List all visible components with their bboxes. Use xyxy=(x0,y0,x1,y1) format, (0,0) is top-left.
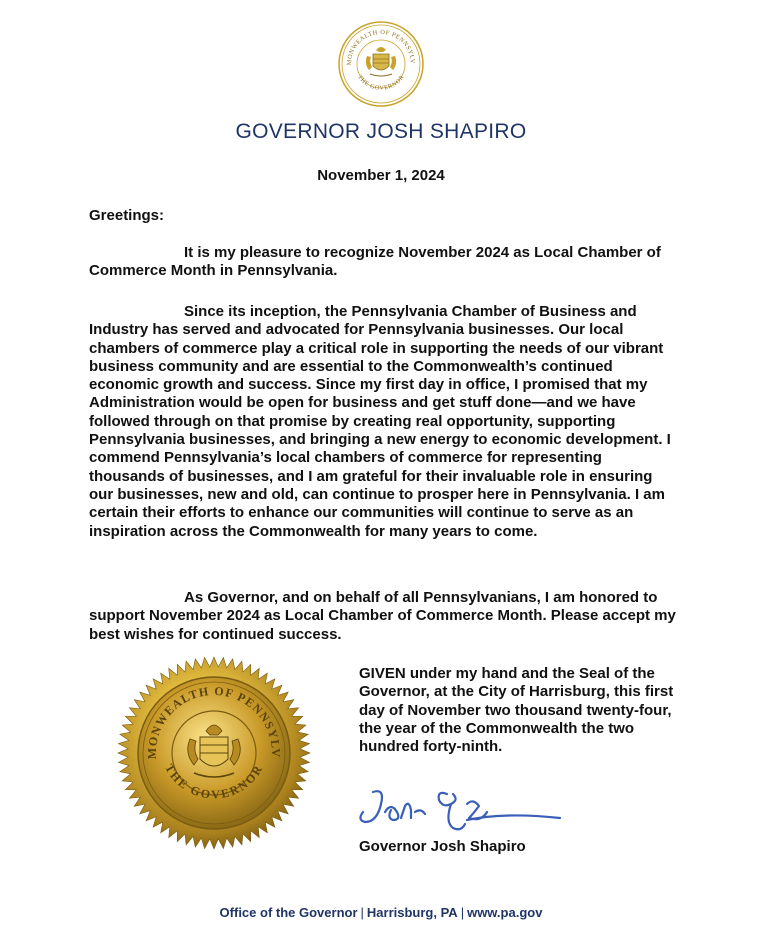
footer-office: Office of the Governor xyxy=(219,905,358,920)
paragraph-3 xyxy=(89,589,679,644)
gold-seal-text-bottom: THE GOVERNOR xyxy=(162,761,266,802)
greeting: Greetings: xyxy=(89,207,165,224)
paragraph-2 xyxy=(89,303,679,541)
footer-location: Harrisburg, PA xyxy=(366,905,458,920)
paragraph-1-text: It is my pleasure to recognize November 2024 as Local Chamber of Commerce Month in Pennsylvania. xyxy=(89,244,661,280)
governor-signature xyxy=(355,782,570,844)
footer xyxy=(0,905,762,920)
gold-seal-sticker xyxy=(116,655,312,851)
signature-name: Governor Josh Shapiro xyxy=(359,838,526,855)
gold-seal-text-top: MONWEALTH OF PENNSYLV xyxy=(144,683,284,760)
seal-ring-text-top: MONWEALTH OF PENNSYLV xyxy=(345,28,417,66)
paragraph-1 xyxy=(89,244,679,281)
paragraph-3-text: As Governor, and on behalf of all Pennsylvanians, I am honored to support November 2024 as Local Chamber of Commerce Month. Please accept my best wishes for continued success. xyxy=(89,589,676,643)
governor-title: GOVERNOR JOSH SHAPIRO xyxy=(235,120,527,143)
seal-ring-text-bottom: THE GOVERNOR xyxy=(356,73,406,92)
paragraph-2-text: Since its inception, the Pennsylvania Chamber of Business and Industry has served and advocated for Pennsylvania businesses. Our local chambers of commerce play a critical role in supporting the needs of our vibrant business community and are essential to the Commonwealth’s continued economic growth and success. Since my first day in office, I promised that my Administration would be open for business and get stuff done—and we have followed through on that promise by creating real opportunity, supporting Pennsylvania businesses, and bringing a new energy to economic development. I commend Pennsylvania’s local chambers of commerce for representing thousands of businesses, and I am grateful for their invaluable role in ensuring our businesses, new and old, can continue to prosper here in Pennsylvania. I am certain their efforts to enhance our communities will continue to serve as an inspiration across the Commonwealth for many years to come. xyxy=(89,303,671,540)
footer-separator: | xyxy=(460,905,465,920)
governor-seal-emblem xyxy=(337,20,425,108)
footer-website-link[interactable]: www.pa.gov xyxy=(467,905,543,920)
footer-separator: | xyxy=(360,905,364,920)
letter-date: November 1, 2024 xyxy=(317,167,445,184)
given-under-hand-text: GIVEN under my hand and the Seal of the Governor, at the City of Harrisburg, this first day of November two thousand twenty-four, the year of the Commonwealth the two hundred forty-ninth. xyxy=(359,665,674,756)
